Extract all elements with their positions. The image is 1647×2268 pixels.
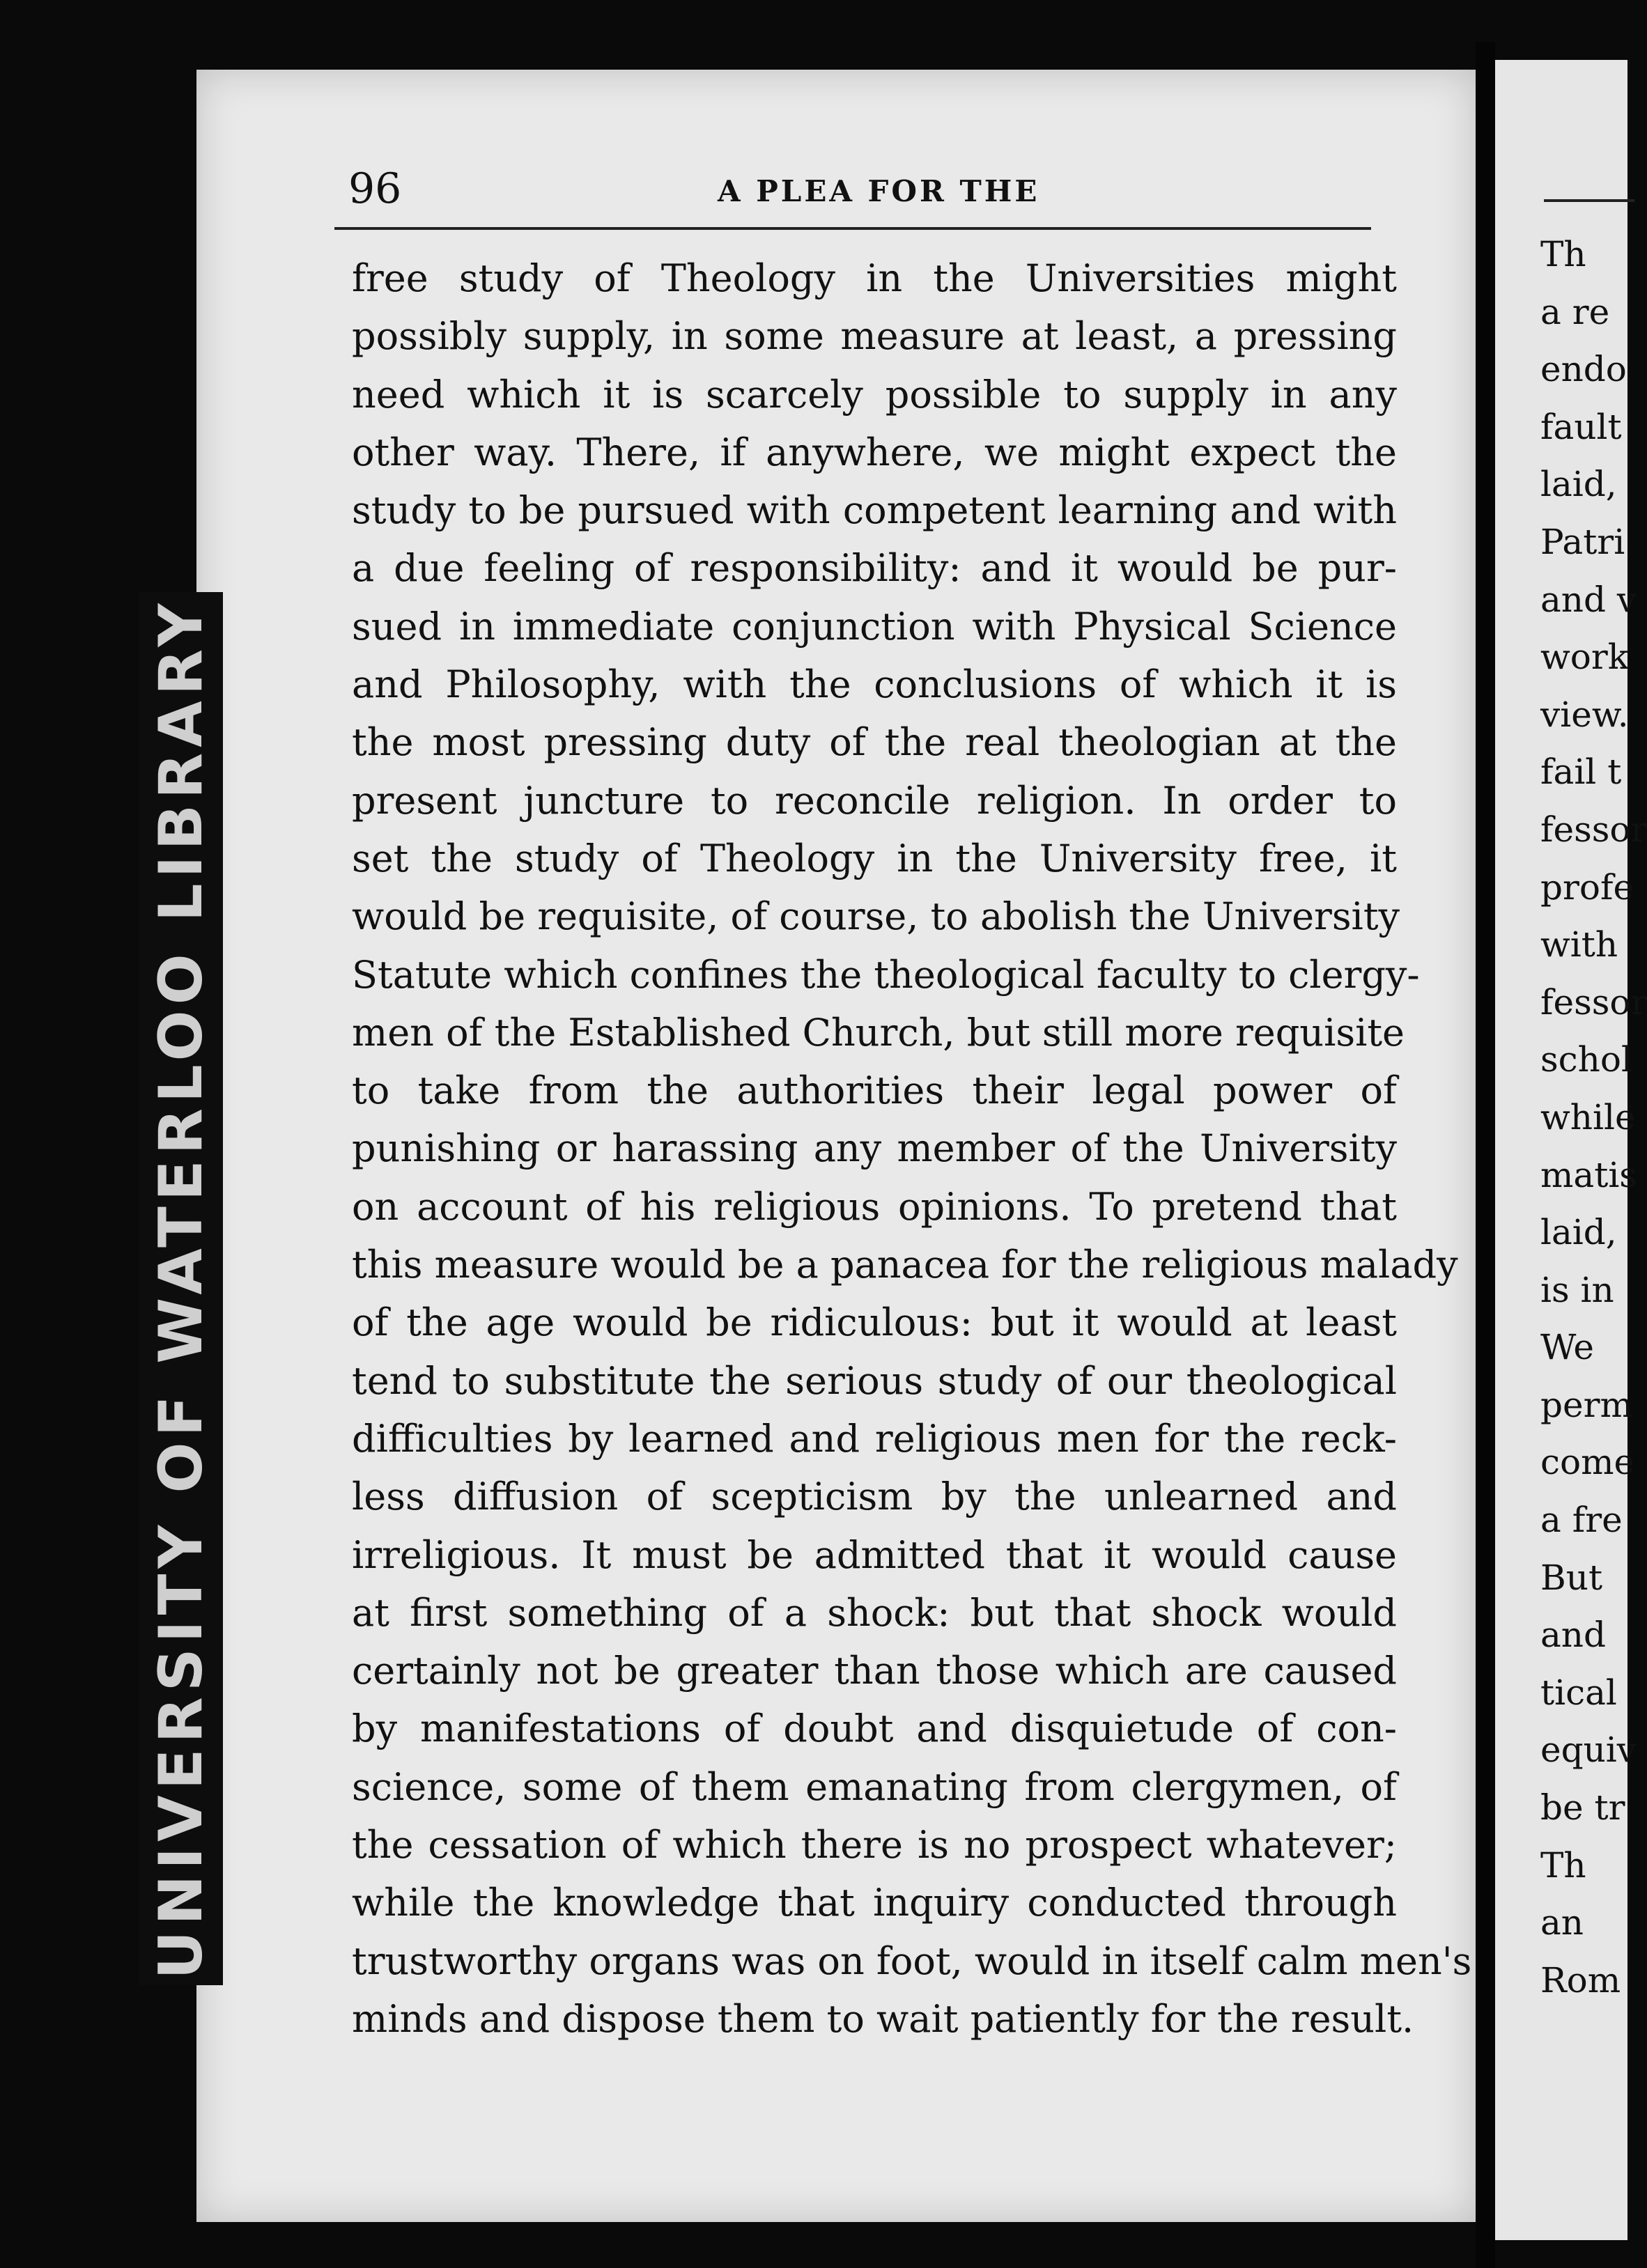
text-line: present juncture to reconcile religion. In order to <box>352 778 1397 823</box>
right-text-fragment: fail t <box>1540 752 1622 793</box>
text-line: set the study of Theology in the University free, it <box>352 836 1397 880</box>
text-line: trustworthy organs was on foot, would in itself calm men's <box>352 1939 1472 1983</box>
header-rule <box>334 227 1371 230</box>
right-text-fragment: work <box>1540 637 1630 678</box>
right-text-fragment: tical <box>1540 1672 1617 1713</box>
text-line: tend to substitute the serious study of our theological <box>352 1358 1397 1403</box>
text-line: while the knowledge that inquiry conducted through <box>352 1881 1397 1925</box>
right-text-fragment: schol <box>1540 1039 1632 1080</box>
right-text-fragment: a fre <box>1540 1500 1623 1541</box>
text-line: this measure would be a panacea for the religious malady <box>352 1243 1458 1287</box>
right-text-fragment: fessor <box>1540 809 1647 850</box>
text-line: men of the Established Church, but still more requisite <box>352 1010 1405 1055</box>
library-spine-stamp <box>139 592 223 1985</box>
right-text-fragment: view. <box>1540 694 1629 735</box>
right-text-fragment: Patri <box>1540 521 1625 562</box>
text-line: certainly not be greater than those which are caused <box>352 1649 1397 1693</box>
text-line: the cessation of which there is no prospect whatever; <box>352 1823 1397 1867</box>
text-line: difficulties by learned and religious men for the reck- <box>352 1416 1397 1461</box>
text-line: irreligious. It must be admitted that it would cause <box>352 1532 1397 1577</box>
text-line: to take from the authorities their legal power of <box>352 1069 1397 1113</box>
right-page-text <box>1540 226 1647 2009</box>
right-text-fragment: endo <box>1540 349 1627 390</box>
text-line: punishing or harassing any member of the University <box>352 1126 1397 1171</box>
right-text-fragment: matis <box>1540 1154 1637 1195</box>
right-text-fragment: fault <box>1540 406 1622 447</box>
right-text-fragment: come <box>1540 1442 1635 1483</box>
right-text-fragment: be tr <box>1540 1787 1625 1828</box>
text-line: science, some of them emanating from clergymen, of <box>352 1764 1397 1809</box>
right-text-fragment: with <box>1540 924 1618 965</box>
text-line: the most pressing duty of the real theologian at the <box>352 720 1397 765</box>
body-text <box>352 249 1472 2048</box>
right-text-fragment: and v <box>1540 579 1637 620</box>
right-text-fragment: But <box>1540 1557 1603 1598</box>
text-line: a due feeling of responsibility: and it would be pur- <box>352 546 1397 591</box>
right-header-rule <box>1544 199 1634 202</box>
right-text-fragment: and <box>1540 1615 1607 1656</box>
text-line: possibly supply, in some measure at least, a pressing <box>352 314 1397 359</box>
right-text-fragment: fessor <box>1540 981 1647 1023</box>
right-text-fragment: profe <box>1540 867 1634 908</box>
spine-stamp-text: UNIVERSITY OF WATERLOO LIBRARY <box>146 598 216 1980</box>
right-text-fragment: while <box>1540 1096 1636 1137</box>
text-line-last: minds and dispose them to wait patiently for the result. <box>352 1996 1414 2041</box>
text-line: and Philosophy, with the conclusions of which it is <box>352 662 1397 707</box>
right-text-fragment: equiv <box>1540 1730 1637 1771</box>
text-line: would be requisite, of course, to abolish the University <box>352 894 1400 939</box>
text-line: at first something of a shock: but that shock would <box>352 1590 1397 1635</box>
right-text-fragment: Th <box>1540 1844 1586 1886</box>
text-line: need which it is scarcely possible to supply in any <box>352 372 1397 417</box>
right-text-fragment: We <box>1540 1327 1594 1368</box>
right-text-fragment: is in <box>1540 1269 1614 1310</box>
text-line: less diffusion of scepticism by the unlearned and <box>352 1475 1397 1519</box>
right-text-fragment: an <box>1540 1902 1584 1943</box>
text-line: Statute which confines the theological faculty to clergy- <box>352 952 1420 997</box>
text-line: sued in immediate conjunction with Physical Science <box>352 604 1397 648</box>
right-text-fragment: perm <box>1540 1384 1633 1425</box>
page-number: 96 <box>348 164 402 213</box>
right-text-fragment: Rom <box>1540 1959 1621 2001</box>
right-text-fragment: laid, <box>1540 464 1617 505</box>
right-page <box>1495 60 1647 2240</box>
right-text-fragment: laid, <box>1540 1212 1617 1253</box>
text-line: other way. There, if anywhere, we might expect the <box>352 430 1397 474</box>
right-text-fragment: Th <box>1540 234 1586 274</box>
right-text-fragment: a re <box>1540 291 1610 332</box>
text-line: of the age would be ridiculous: but it would at least <box>352 1300 1397 1345</box>
page-header <box>348 164 1366 220</box>
text-line: by manifestations of doubt and disquietude of con- <box>352 1707 1397 1751</box>
running-head: A PLEA FOR THE <box>718 174 1040 208</box>
text-line: on account of his religious opinions. To pretend that <box>352 1184 1397 1229</box>
text-line: study to be pursued with competent learning and with <box>352 488 1397 533</box>
text-line: free study of Theology in the Universities might <box>352 256 1397 300</box>
book-gutter <box>1476 42 1495 2268</box>
